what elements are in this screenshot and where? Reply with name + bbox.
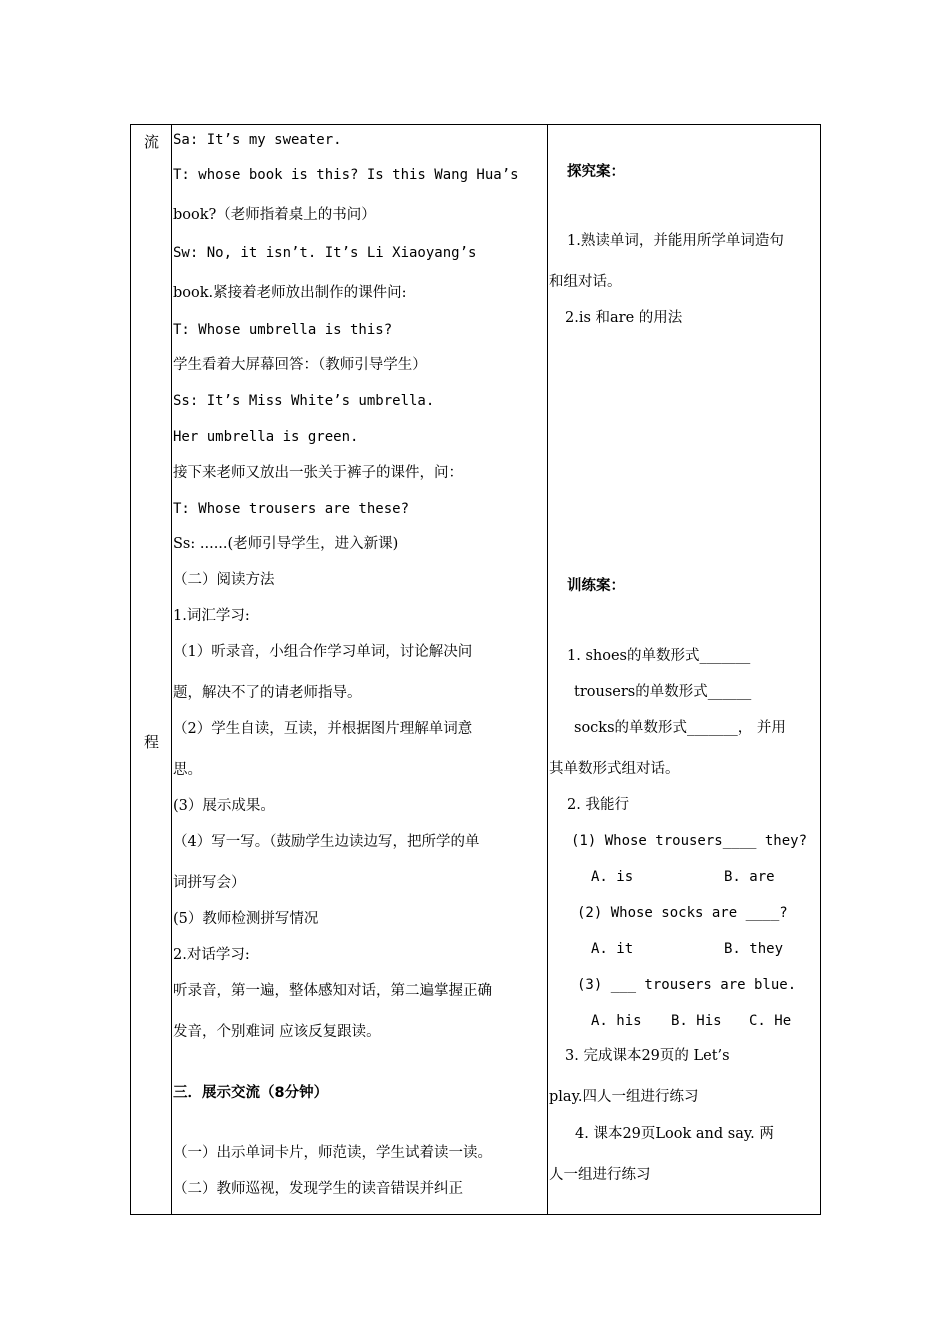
- option-a: A. it: [591, 941, 634, 957]
- option-a: A. his: [591, 1013, 642, 1029]
- text-line: (3）展示成果。: [173, 798, 275, 814]
- section-heading: 训练案：: [567, 578, 625, 594]
- dialogue-line: book.紧接着老师放出制作的课件问:: [173, 285, 407, 301]
- text-line: （1）听录音，小组合作学习单词，讨论解决问: [173, 644, 473, 660]
- dialogue-line: Ss: ......(老师引导学生，进入新课): [173, 536, 399, 552]
- dialogue-line: T: whose book is this? Is this Wang Hua’s: [173, 167, 519, 183]
- exercise-line: socks的单数形式_______， 并用: [574, 720, 786, 736]
- text-line: 1.熟读单词，并能用所学单词造句: [567, 233, 784, 249]
- section-heading: 探究案：: [567, 164, 625, 180]
- dialogue-line: Her umbrella is green.: [173, 429, 359, 445]
- text-line: （一）出示单词卡片，师范读，学生试着读一读。: [173, 1145, 492, 1161]
- subsection-heading: 2.对话学习:: [173, 947, 250, 963]
- text-line: （2）学生自读，互读，并根据图片理解单词意: [173, 721, 473, 737]
- option-c: C. He: [749, 1013, 792, 1029]
- text-line: 思。: [173, 762, 202, 778]
- exercise-line: 4. 课本29页Look and say. 两: [575, 1126, 774, 1142]
- subsection-heading: 1.词汇学习:: [173, 608, 250, 624]
- dialogue-line: Sa: It’s my sweater.: [173, 132, 342, 148]
- text-line: （二）教师巡视，发现学生的读音错误并纠正: [173, 1181, 463, 1197]
- left-label-bottom: 程: [144, 733, 160, 751]
- option-b: B. they: [724, 941, 784, 957]
- dialogue-line: T: Whose trousers are these?: [173, 501, 410, 517]
- text-line: 发音，个别难词 应该反复跟读。: [173, 1024, 381, 1040]
- text-line: 题，解决不了的请老师指导。: [173, 685, 362, 701]
- text-line: 词拼写会）: [173, 875, 246, 891]
- option-a: A. is: [591, 869, 634, 885]
- exercise-line: 1. shoes的单数形式_______: [567, 648, 751, 664]
- section-heading: （二）阅读方法: [173, 572, 275, 588]
- exercise-line: 人一组进行练习: [549, 1167, 651, 1183]
- dialogue-line: Ss: It’s Miss White’s umbrella.: [173, 393, 435, 409]
- section-heading: 三．展示交流（8分钟）: [173, 1085, 329, 1101]
- text-line: 和组对话。: [549, 274, 622, 290]
- option-b: B. are: [724, 869, 775, 885]
- column-divider-right: [547, 125, 548, 1214]
- dialogue-line: T: Whose umbrella is this?: [173, 322, 393, 338]
- text-line: (5）教师检测拼写情况: [173, 911, 319, 927]
- text-line: （4）写一写。（鼓励学生边读边写，把所学的单: [173, 834, 480, 850]
- exercise-line: play.四人一组进行练习: [549, 1089, 699, 1105]
- option-b: B. His: [671, 1013, 722, 1029]
- exercise-line: 其单数形式组对话。: [549, 761, 680, 777]
- column-divider-left: [171, 125, 172, 1214]
- lesson-plan-table: [130, 124, 821, 1215]
- left-label-top: 流: [144, 133, 160, 151]
- dialogue-line: book?（老师指着桌上的书问）: [173, 207, 376, 223]
- exercise-line: 3. 完成课本29页的 Let’s: [565, 1048, 730, 1064]
- exercise-line: 2. 我能行: [567, 797, 629, 813]
- text-line: 接下来老师又放出一张关于裤子的课件，问：: [173, 465, 463, 481]
- question-line: (1) Whose trousers____ they?: [571, 833, 808, 849]
- exercise-line: trousers的单数形式______: [574, 684, 752, 700]
- dialogue-line: Sw: No, it isn’t. It’s Li Xiaoyang’s: [173, 245, 477, 261]
- text-line: 听录音，第一遍，整体感知对话，第二遍掌握正确: [173, 983, 492, 999]
- text-line: 学生看着大屏幕回答：（教师引导学生）: [173, 357, 427, 373]
- question-line: (3) ___ trousers are blue.: [577, 977, 797, 993]
- question-line: (2) Whose socks are ____?: [577, 905, 788, 921]
- text-line: 2.is 和are 的用法: [565, 310, 683, 326]
